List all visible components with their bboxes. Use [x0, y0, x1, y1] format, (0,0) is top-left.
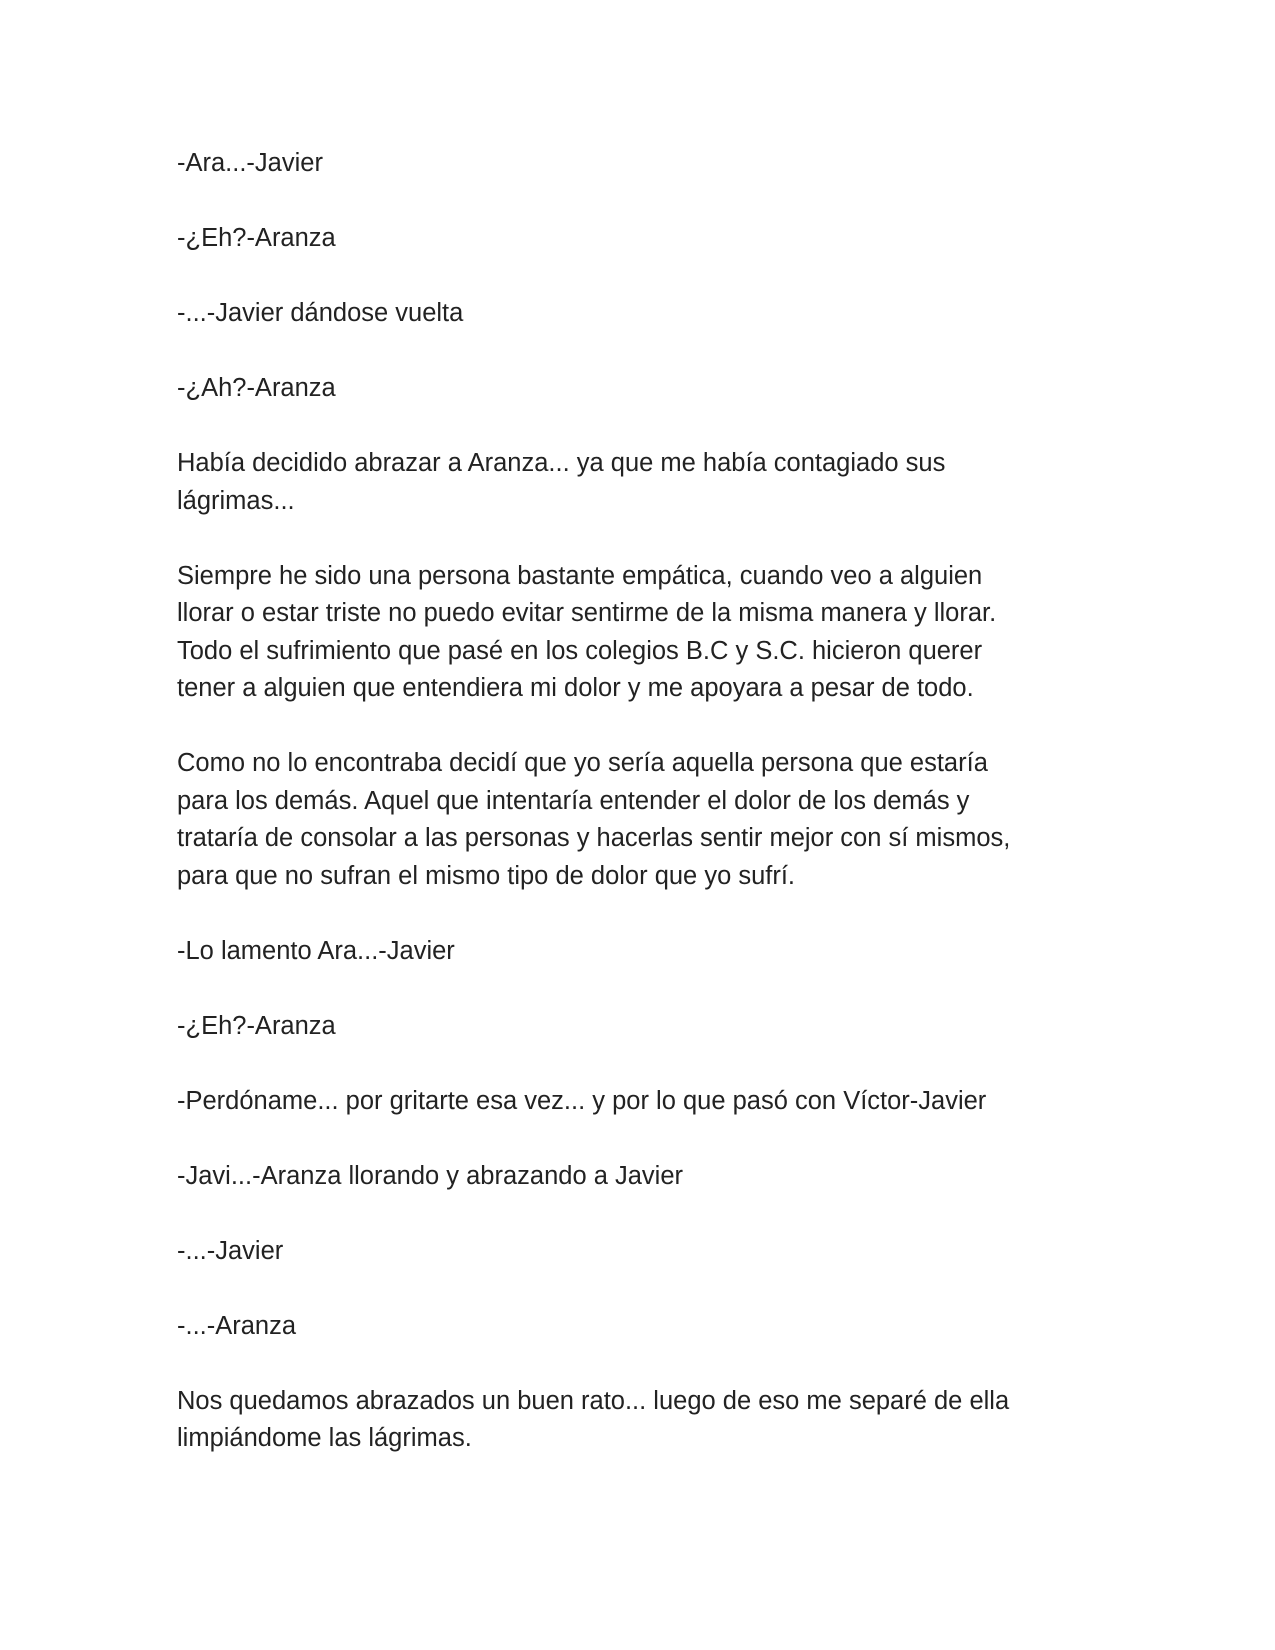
dialogue-line: -...-Javier — [177, 1236, 284, 1265]
dialogue-line: -Ara...-Javier — [177, 149, 323, 177]
dialogue-line: -Perdóname... por gritarte esa vez... y por lo que pasó con Víctor-Javier — [177, 1086, 987, 1115]
narrative-paragraph: Había decidido abrazar a Aranza... ya que me había contagiado sus lágrimas... — [177, 449, 946, 515]
dialogue-line: -¿Eh?-Aranza — [177, 224, 336, 252]
narrative-paragraph: Siempre he sido una persona bastante empática, cuando veo a alguien llorar o estar triste no puedo evitar sentirme de la misma manera y llorar. Todo el sufrimiento que pasé en los colegios B.C y S.C. hicieron querer tener a alguien que entendiera mi dolor y me apoyara a pesar de todo. — [177, 561, 997, 702]
dialogue-line: -Javi...-Aranza llorando y abrazando a Javier — [177, 1161, 684, 1190]
dialogue-line: -Lo lamento Ara...-Javier — [177, 936, 455, 965]
narrative-paragraph: Nos quedamos abrazados un buen rato... luego de eso me separé de ella limpiándome las lágrimas. — [177, 1386, 1010, 1452]
dialogue-line: -...-Javier dándose vuelta — [177, 299, 464, 327]
dialogue-line: -...-Aranza — [177, 1311, 297, 1340]
narrative-paragraph: Como no lo encontraba decidí que yo sería aquella persona que estaría para los demás. Aquel que intentaría entender el dolor de los demás y trataría de consolar a las personas y hacerlas sentir mejor con sí mismos, para que no sufran el mismo tipo de dolor que yo sufrí. — [177, 749, 1011, 890]
dialogue-line: -¿Ah?-Aranza — [177, 374, 336, 402]
document-body — [177, 145, 1117, 1458]
dialogue-line: -¿Eh?-Aranza — [177, 1011, 336, 1040]
